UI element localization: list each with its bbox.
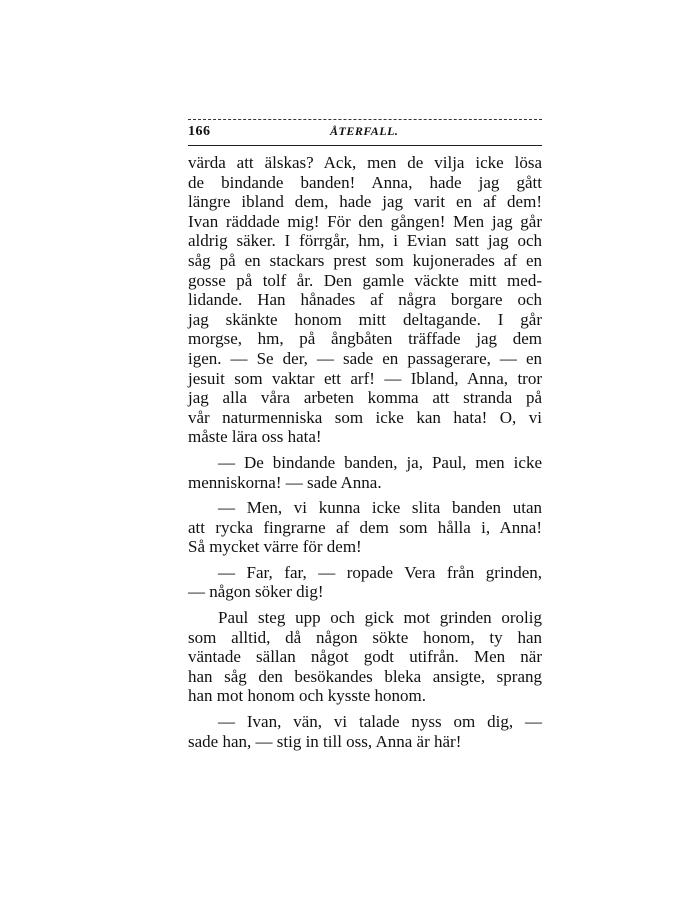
text-line: längre ibland dem, hade jag varit en af dem! xyxy=(188,192,542,212)
text-line: menniskorna! — sade Anna. xyxy=(188,472,382,492)
paragraph xyxy=(188,453,542,492)
page-number: 166 xyxy=(188,124,211,139)
text-line: att rycka fingrarne af dem som hålla i, Anna! xyxy=(188,517,542,537)
text-line: igen. — Se der, — sade en passagerare, — en xyxy=(188,348,542,368)
text-line: som alltid, då någon sökte honom, ty han xyxy=(188,627,542,647)
text-line: Så mycket värre för dem! xyxy=(188,537,362,557)
paragraph xyxy=(188,498,542,557)
text-line: måste lära oss hata! xyxy=(188,427,322,447)
text-line: han såg den besökandes bleka ansigte, sprang xyxy=(188,666,542,686)
text-line: värda att älskas? Ack, men de vilja icke lösa xyxy=(188,153,542,172)
text-line: såg på en stackars prest som kujonerades af en xyxy=(188,250,542,270)
text-line: — Far, far, — ropade Vera från grinden, xyxy=(218,562,542,582)
text-line: — De bindande banden, ja, Paul, men icke xyxy=(218,452,542,472)
text-line: Paul steg upp och gick mot grinden orolig xyxy=(218,608,542,628)
paragraph xyxy=(188,153,542,447)
paragraph xyxy=(188,712,542,751)
text-line: — Men, vi kunna icke slita banden utan xyxy=(218,498,542,518)
paragraph xyxy=(188,563,542,602)
text-line: jag alla våra arbeten komma att stranda på xyxy=(188,388,542,408)
header-rule xyxy=(188,145,542,146)
text-line: lidande. Han hånades af några borgare och xyxy=(188,290,542,310)
text-line: gosse på tolf år. Den gamle väckte mitt med- xyxy=(188,270,542,290)
text-line: han mot honom och kysste honom. xyxy=(188,686,426,706)
header-top-rule xyxy=(188,119,542,120)
text-line: jesuit som vaktar ett arf! — Ibland, Anna, tror xyxy=(188,368,542,388)
text-line: jag skänkte honom mitt deltagande. I går xyxy=(188,309,542,329)
body-text xyxy=(188,153,542,751)
text-line: — Ivan, vän, vi talade nyss om dig, — xyxy=(218,712,542,732)
text-line: morgse, hm, på ångbåten träffade jag dem xyxy=(188,329,542,349)
text-line: väntade sällan något godt utifrån. Men när xyxy=(188,647,542,667)
text-line: aldrig säker. I förrgår, hm, i Evian satt jag och xyxy=(188,231,542,251)
paragraph xyxy=(188,608,542,706)
text-line: — någon söker dig! xyxy=(188,582,324,602)
text-line: de bindande banden! Anna, hade jag gått xyxy=(188,172,542,192)
text-line: vår naturmenniska som icke kan hata! O, vi xyxy=(188,407,542,427)
running-head: ÅTERFALL. xyxy=(330,124,399,138)
text-line: Ivan räddade mig! För den gången! Men jag går xyxy=(188,211,542,231)
text-line: sade han, — stig in till oss, Anna är här! xyxy=(188,731,462,751)
